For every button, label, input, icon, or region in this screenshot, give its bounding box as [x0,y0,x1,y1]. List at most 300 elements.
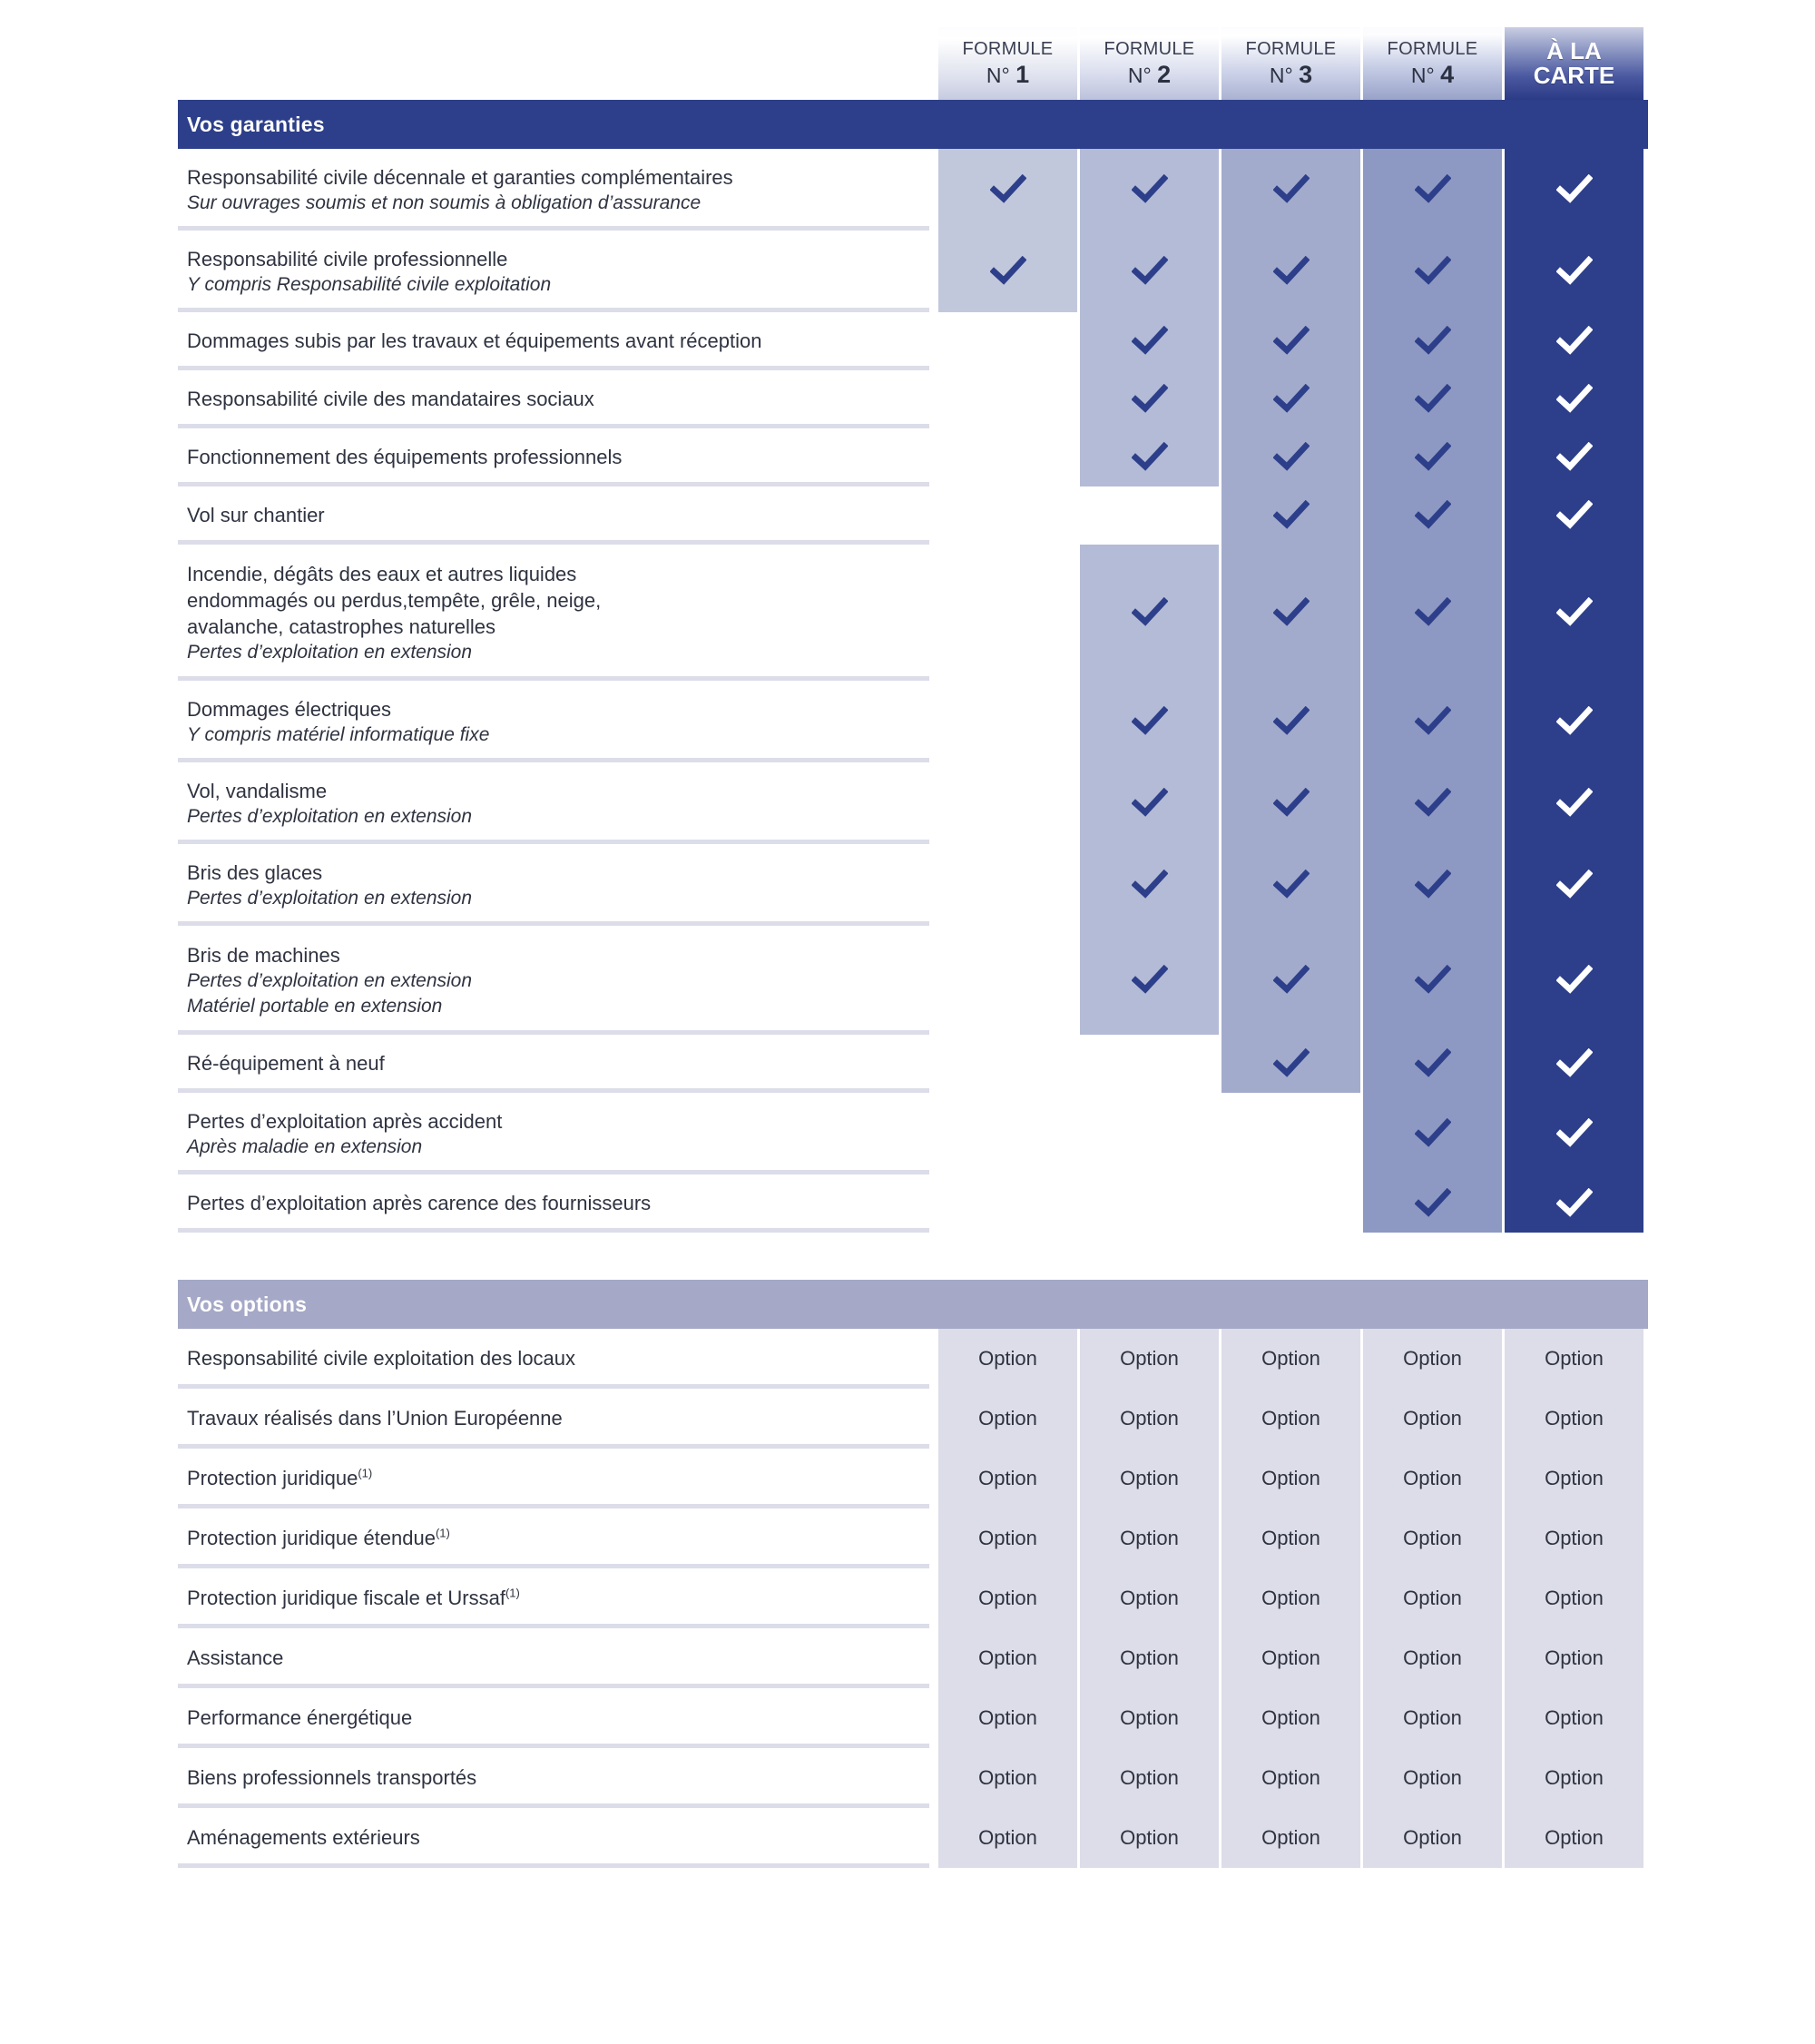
column-header-f4[interactable] [1363,27,1502,100]
coverage-cell-f4[interactable] [1363,370,1502,428]
option-label-cell [178,1688,938,1748]
guarantee-sublabel: Y compris Responsabilité civile exploitation [187,273,552,295]
check-icon [1132,384,1168,415]
check-icon [1415,442,1451,473]
check-icon [1132,597,1168,628]
option-cell-label: Option [1120,1646,1179,1669]
guarantee-label-cell [178,681,938,762]
option-cell-label: Option [1545,1706,1604,1729]
coverage-cell-f1[interactable] [938,681,1077,762]
option-label-text: Assistance [187,1646,284,1670]
option-cell-f2[interactable] [1080,1568,1219,1628]
option-cell-label: Option [978,1646,1037,1669]
coverage-cell-f2[interactable] [1080,1035,1219,1093]
option-cell-f1[interactable] [938,1508,1077,1568]
top-spacer [0,0,1815,16]
coverage-cell-f3[interactable] [1221,486,1360,545]
option-label-text: Performance énergétique [187,1706,413,1730]
table-row [178,545,1648,681]
coverage-cell-alc[interactable] [1505,231,1643,312]
guarantee-label: Pertes d’exploitation après carence des fournisseurs [187,1192,652,1215]
check-icon [1415,326,1451,357]
coverage-cell-f3[interactable] [1221,926,1360,1035]
coverage-cell-f1[interactable] [938,486,1077,545]
coverage-cell-alc[interactable] [1505,1093,1643,1174]
option-cell-alc[interactable] [1505,1628,1643,1688]
option-label-text: Protection juridique étendue [187,1527,436,1550]
option-cell-f4[interactable] [1363,1508,1502,1568]
column-header-title: FORMULE [1104,38,1195,59]
check-icon [990,256,1026,287]
guarantee-label: Pertes d’exploitation après accident [187,1109,503,1133]
option-cell-f3[interactable] [1221,1808,1360,1868]
guarantee-label-cell [178,1035,938,1093]
option-cell-f4[interactable] [1363,1688,1502,1748]
option-cell-f4[interactable] [1363,1389,1502,1449]
coverage-cell-alc[interactable] [1505,681,1643,762]
check-icon [1556,1048,1593,1079]
table-row [178,762,1648,844]
option-cell-label: Option [1261,1587,1320,1609]
coverage-cell-f2[interactable] [1080,1174,1219,1233]
guarantee-label: Incendie, dégâts des eaux et autres liquides [187,562,577,585]
coverage-cell-f4[interactable] [1363,486,1502,545]
option-cell-label: Option [978,1407,1037,1430]
option-cell-f2[interactable] [1080,1748,1219,1808]
check-icon [1415,706,1451,737]
guarantee-label-cell [178,762,938,844]
option-label-cell [178,1808,938,1868]
option-cell-label: Option [1261,1826,1320,1849]
option-cell-alc[interactable] [1505,1688,1643,1748]
table-row [178,681,1648,762]
check-icon [1556,788,1593,819]
coverage-cell-f2[interactable] [1080,681,1219,762]
section-banner-options: Vos options [178,1280,1648,1329]
check-icon [1556,597,1593,628]
coverage-cell-f4[interactable] [1363,149,1502,231]
coverage-cell-f2[interactable] [1080,486,1219,545]
check-icon [1132,788,1168,819]
option-cell-f3[interactable] [1221,1568,1360,1628]
coverage-cell-f4[interactable] [1363,545,1502,681]
option-cell-f4[interactable] [1363,1628,1502,1688]
coverage-cell-alc[interactable] [1505,370,1643,428]
footnote-marker: (1) [505,1587,520,1601]
coverage-cell-f1[interactable] [938,312,1077,370]
option-label-text: Travaux réalisés dans l’Union Européenne [187,1407,563,1430]
coverage-cell-alc[interactable] [1505,312,1643,370]
coverage-cell-f3[interactable] [1221,149,1360,231]
guarantee-label: Dommages subis par les travaux et équipements avant réception [187,329,762,353]
coverage-cell-f2[interactable] [1080,312,1219,370]
footnote-marker: (1) [358,1467,373,1481]
guarantee-label: Bris des glaces [187,860,323,884]
option-cell-label: Option [1261,1347,1320,1370]
option-cell-f1[interactable] [938,1449,1077,1508]
guarantee-label: Ré-équipement à neuf [187,1052,385,1076]
option-cell-f4[interactable] [1363,1568,1502,1628]
option-cell-label: Option [1120,1826,1179,1849]
option-cell-alc[interactable] [1505,1508,1643,1568]
guarantee-label-cell [178,231,938,312]
coverage-cell-f2[interactable] [1080,545,1219,681]
coverage-cell-f4[interactable] [1363,762,1502,844]
option-cell-f1[interactable] [938,1808,1077,1868]
guarantee-sublabel: Pertes d’exploitation en extension [187,887,473,909]
guarantee-sublabel: Matériel portable en extension [187,995,443,1017]
column-header-f2[interactable] [1080,27,1219,100]
option-cell-label: Option [978,1766,1037,1789]
check-icon [1415,384,1451,415]
option-label-text: Protection juridique [187,1467,358,1490]
column-header-title: FORMULE [962,38,1054,59]
option-label-cell [178,1449,938,1508]
option-cell-f3[interactable] [1221,1508,1360,1568]
coverage-cell-f1[interactable] [938,1093,1077,1174]
options-row-group [0,1329,1815,1868]
check-icon [1556,1188,1593,1219]
option-label-text: Responsabilité civile exploitation des locaux [187,1347,576,1371]
check-icon [1556,174,1593,205]
coverage-cell-f2[interactable] [1080,149,1219,231]
guarantee-label: Fonctionnement des équipements professionnels [187,446,623,469]
table-row [178,1329,1648,1389]
option-label [187,1764,938,1791]
option-cell-label: Option [1545,1646,1604,1669]
option-cell-label: Option [1120,1527,1179,1549]
option-cell-label: Option [1261,1646,1320,1669]
option-cell-label: Option [978,1527,1037,1549]
guarantee-label: Vol, vandalisme [187,779,328,802]
coverage-cell-f4[interactable] [1363,844,1502,926]
option-label [187,1525,938,1551]
table-row [178,1808,1648,1868]
coverage-cell-f1[interactable] [938,370,1077,428]
coverage-cell-alc[interactable] [1505,149,1643,231]
option-cell-f4[interactable] [1363,1329,1502,1389]
check-icon [1415,256,1451,287]
option-cell-f1[interactable] [938,1628,1077,1688]
option-cell-f1[interactable] [938,1389,1077,1449]
option-label-cell [178,1568,938,1628]
table-row [178,1688,1648,1748]
option-cell-f2[interactable] [1080,1329,1219,1389]
check-icon [1132,442,1168,473]
section-gap [0,1233,1815,1280]
option-cell-label: Option [1261,1706,1320,1729]
guarantee-sublabel: Sur ouvrages soumis et non soumis à obligation d’assurance [187,192,701,213]
guarantee-sublabel: Y compris matériel informatique fixe [187,723,490,745]
check-icon [1556,870,1593,900]
option-label-cell [178,1389,938,1449]
column-header-f1[interactable] [938,27,1077,100]
guarantee-label-cell [178,370,938,428]
option-cell-label: Option [1403,1646,1462,1669]
option-label [187,1705,938,1731]
coverage-cell-f4[interactable] [1363,1035,1502,1093]
table-row [178,1508,1648,1568]
option-cell-label: Option [1403,1826,1462,1849]
option-cell-label: Option [1403,1766,1462,1789]
check-icon [1132,706,1168,737]
coverage-cell-f4[interactable] [1363,231,1502,312]
table-row [178,1748,1648,1808]
check-icon [1273,256,1310,287]
table-row [178,1093,1648,1174]
column-header-subtitle: CARTE [1533,62,1615,89]
coverage-cell-f2[interactable] [1080,762,1219,844]
table-row [178,231,1648,312]
coverage-cell-alc[interactable] [1505,428,1643,486]
check-icon [1415,788,1451,819]
option-cell-label: Option [1545,1826,1604,1849]
guarantee-label-cell [178,1174,938,1233]
option-cell-alc[interactable] [1505,1329,1643,1389]
column-header-title: À LA [1546,36,1602,64]
table-row [178,844,1648,926]
check-icon [1556,1118,1593,1149]
option-cell-f4[interactable] [1363,1449,1502,1508]
check-icon [1415,1118,1451,1149]
option-cell-f1[interactable] [938,1329,1077,1389]
option-cell-label: Option [1403,1527,1462,1549]
coverage-cell-alc[interactable] [1505,1035,1643,1093]
guarantee-sublabel: Après maladie en extension [187,1135,423,1157]
table-row [178,312,1648,370]
option-label-cell [178,1628,938,1688]
option-cell-label: Option [1545,1407,1604,1430]
guarantee-label: avalanche, catastrophes naturelles [187,614,495,638]
guarantee-label-cell [178,545,938,681]
column-header-number: N° 4 [1410,61,1455,89]
option-label [187,1824,938,1851]
coverage-cell-f3[interactable] [1221,231,1360,312]
option-cell-label: Option [978,1347,1037,1370]
coverage-cell-f1[interactable] [938,545,1077,681]
coverage-cell-f3[interactable] [1221,1093,1360,1174]
check-icon [1415,965,1451,996]
table-row [178,428,1648,486]
coverage-cell-f3[interactable] [1221,428,1360,486]
coverage-cell-f3[interactable] [1221,844,1360,926]
table-row [178,1628,1648,1688]
guarantee-sublabel: Pertes d’exploitation en extension [187,641,473,663]
guarantee-label: endommagés ou perdus,tempête, grêle, neige, [187,588,602,612]
column-header-row [178,16,1648,100]
option-cell-alc[interactable] [1505,1449,1643,1508]
check-icon [1273,870,1310,900]
option-label-text: Protection juridique fiscale et Urssaf [187,1587,505,1610]
option-cell-label: Option [1120,1467,1179,1489]
column-header-alc[interactable] [1505,27,1643,100]
option-cell-label: Option [1261,1766,1320,1789]
check-icon [1556,442,1593,473]
coverage-cell-f1[interactable] [938,762,1077,844]
guarantee-label: Vol sur chantier [187,504,325,527]
coverage-cell-f3[interactable] [1221,1035,1360,1093]
option-cell-label: Option [1403,1407,1462,1430]
guarantee-label: Responsabilité civile décennale et garanties complémentaires [187,165,733,189]
option-label-text: Aménagements extérieurs [187,1826,420,1850]
option-cell-alc[interactable] [1505,1389,1643,1449]
column-header-f3[interactable] [1221,27,1360,100]
coverage-cell-f1[interactable] [938,844,1077,926]
coverage-cell-f1[interactable] [938,1174,1077,1233]
coverage-cell-f1[interactable] [938,428,1077,486]
check-icon [1556,256,1593,287]
option-cell-f3[interactable] [1221,1449,1360,1508]
option-cell-label: Option [1403,1467,1462,1489]
option-cell-alc[interactable] [1505,1568,1643,1628]
coverage-cell-f1[interactable] [938,1035,1077,1093]
option-label-cell [178,1508,938,1568]
option-cell-label: Option [1545,1766,1604,1789]
option-cell-label: Option [1120,1587,1179,1609]
check-icon [1273,965,1310,996]
option-cell-f2[interactable] [1080,1449,1219,1508]
check-icon [1132,870,1168,900]
coverage-cell-f3[interactable] [1221,370,1360,428]
option-cell-label: Option [1261,1467,1320,1489]
check-icon [1556,965,1593,996]
coverage-cell-alc[interactable] [1505,545,1643,681]
coverage-cell-f3[interactable] [1221,312,1360,370]
row-divider [178,1228,929,1233]
check-icon [1415,1048,1451,1079]
option-cell-label: Option [1545,1587,1604,1609]
coverage-cell-f2[interactable] [1080,370,1219,428]
coverage-cell-alc[interactable] [1505,486,1643,545]
coverage-cell-f3[interactable] [1221,762,1360,844]
option-cell-f2[interactable] [1080,1808,1219,1868]
check-icon [1273,384,1310,415]
coverage-cell-f3[interactable] [1221,1174,1360,1233]
check-icon [1415,1188,1451,1219]
option-cell-alc[interactable] [1505,1808,1643,1868]
column-header-number: N° 2 [1127,61,1172,89]
footnote-marker: (1) [435,1527,450,1541]
header-cells [938,27,1643,100]
option-cell-f1[interactable] [938,1688,1077,1748]
option-cell-label: Option [1120,1766,1179,1789]
coverage-cell-f4[interactable] [1363,312,1502,370]
option-label-cell [178,1329,938,1389]
coverage-cell-alc[interactable] [1505,1174,1643,1233]
option-cell-f1[interactable] [938,1748,1077,1808]
guarantee-label-cell [178,844,938,926]
table-row [178,926,1648,1035]
coverage-cell-f2[interactable] [1080,926,1219,1035]
option-cell-f2[interactable] [1080,1508,1219,1568]
coverage-cell-f1[interactable] [938,926,1077,1035]
option-cell-label: Option [1545,1467,1604,1489]
guarantee-sublabel: Pertes d’exploitation en extension [187,805,473,827]
check-icon [1273,326,1310,357]
column-header-number: N° 3 [1269,61,1313,89]
check-icon [1132,256,1168,287]
check-icon [1556,326,1593,357]
option-cell-f4[interactable] [1363,1748,1502,1808]
guarantee-label: Responsabilité civile des mandataires sociaux [187,388,594,411]
option-label [187,1465,938,1491]
check-icon [1132,965,1168,996]
coverage-cell-f4[interactable] [1363,1174,1502,1233]
table-row [178,1035,1648,1093]
option-cell-label: Option [978,1826,1037,1849]
coverage-cell-f4[interactable] [1363,681,1502,762]
check-icon [1415,597,1451,628]
option-cell-label: Option [978,1706,1037,1729]
option-cell-f3[interactable] [1221,1628,1360,1688]
garanties-row-group [0,149,1815,1233]
check-icon [1415,870,1451,900]
option-label-cell [178,1748,938,1808]
coverage-cell-f4[interactable] [1363,926,1502,1035]
check-icon [1273,1048,1310,1079]
option-cell-f3[interactable] [1221,1748,1360,1808]
option-cell-label: Option [1120,1347,1179,1370]
check-icon [1415,500,1451,531]
check-icon [1273,500,1310,531]
coverage-cell-f2[interactable] [1080,231,1219,312]
check-icon [1556,384,1593,415]
check-icon [1556,500,1593,531]
option-cell-f2[interactable] [1080,1628,1219,1688]
check-icon [1273,706,1310,737]
table-row [178,1449,1648,1508]
coverage-cell-f2[interactable] [1080,428,1219,486]
option-cell-label: Option [1120,1407,1179,1430]
guarantee-label-cell [178,486,938,545]
option-label [187,1585,938,1611]
section-banner-garanties: Vos garanties [178,100,1648,149]
coverage-cell-alc[interactable] [1505,762,1643,844]
coverage-cell-f2[interactable] [1080,844,1219,926]
coverage-cell-f1[interactable] [938,149,1077,231]
row-divider [178,1863,929,1868]
option-cell-label: Option [1120,1706,1179,1729]
coverage-cell-f3[interactable] [1221,681,1360,762]
check-icon [1415,174,1451,205]
guarantee-label-cell [178,428,938,486]
check-icon [1273,174,1310,205]
coverage-cell-alc[interactable] [1505,844,1643,926]
option-cell-f4[interactable] [1363,1808,1502,1868]
option-cell-f1[interactable] [938,1568,1077,1628]
guarantee-label: Dommages électriques [187,697,391,721]
option-cell-f3[interactable] [1221,1688,1360,1748]
coverage-cell-f4[interactable] [1363,1093,1502,1174]
option-cell-f2[interactable] [1080,1389,1219,1449]
coverage-cell-alc[interactable] [1505,926,1643,1035]
coverage-cell-f2[interactable] [1080,1093,1219,1174]
option-cell-f2[interactable] [1080,1688,1219,1748]
guarantee-label: Responsabilité civile professionnelle [187,247,508,270]
coverage-cell-f4[interactable] [1363,428,1502,486]
option-cell-f3[interactable] [1221,1389,1360,1449]
option-cell-alc[interactable] [1505,1748,1643,1808]
option-cell-label: Option [1545,1527,1604,1549]
coverage-cell-f1[interactable] [938,231,1077,312]
option-cell-f3[interactable] [1221,1329,1360,1389]
guarantee-sublabel: Pertes d’exploitation en extension [187,969,473,991]
guarantee-label-cell [178,926,938,1035]
column-header-title: FORMULE [1387,38,1478,59]
guarantee-label: Bris de machines [187,943,340,967]
coverage-cell-f3[interactable] [1221,545,1360,681]
guarantee-label-cell [178,149,938,231]
